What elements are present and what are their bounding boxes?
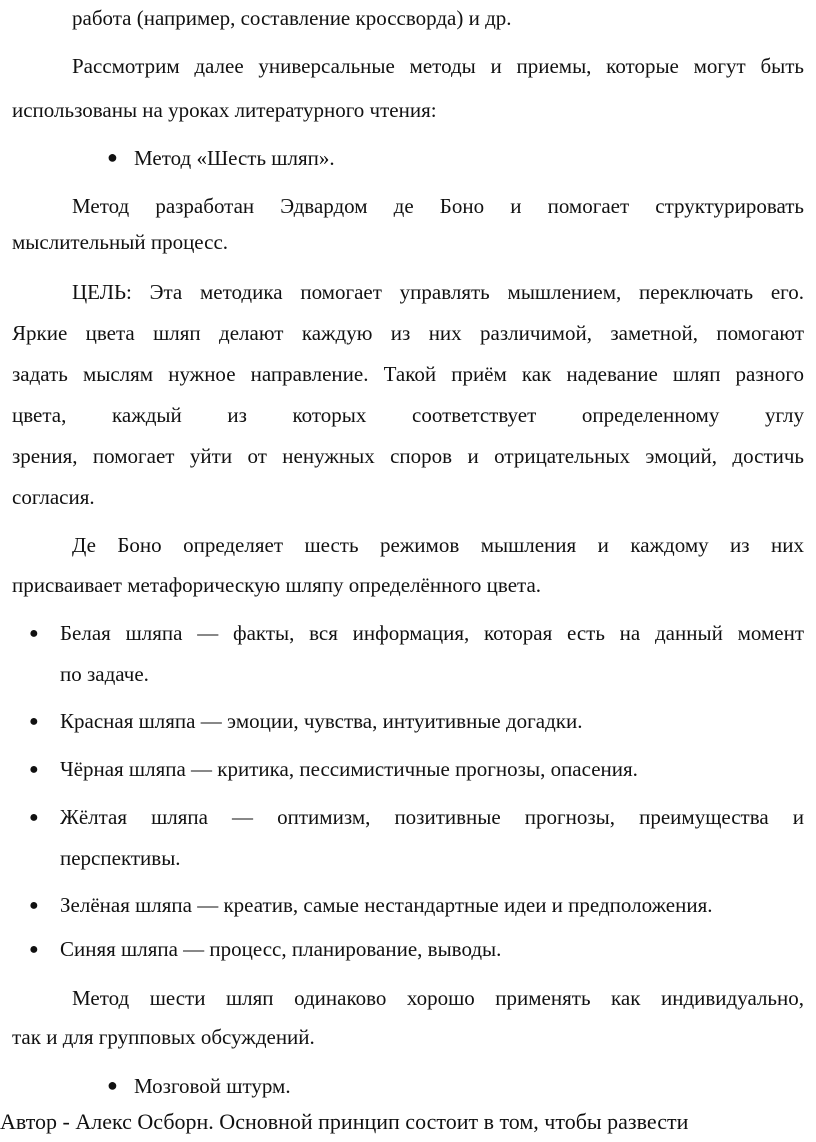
paragraph-line: мыслительный процесс. (12, 230, 229, 254)
paragraph-line: использованы на уроках литературного чтения: (12, 98, 437, 122)
paragraph-line: Автор - Алекс Осборн. Основной принцип состоит в том, чтобы развести (0, 1109, 689, 1134)
bullet-icon: ● (29, 897, 39, 914)
paragraph-line: Яркие цвета шляп делают каждую из них различимой, заметной, помогают (12, 321, 804, 345)
hat-item-yellow-cont: перспективы. (60, 846, 181, 870)
paragraph-line: Де Боно определяет шесть режимов мышления и каждому из них (72, 533, 804, 557)
method-title: Мозговой штурм. (134, 1074, 291, 1098)
bullet-icon: ● (29, 625, 39, 642)
hat-item-blue: Синяя шляпа — процесс, планирование, выводы. (60, 937, 502, 961)
paragraph-line: Метод разработан Эдвардом де Боно и помогает структурировать (72, 194, 804, 218)
hat-item-white-cont: по задаче. (60, 662, 149, 686)
method-title: Метод «Шесть шляп». (134, 146, 335, 170)
paragraph-line: Метод шести шляп одинаково хорошо применять как индивидуально, (72, 986, 804, 1010)
paragraph-line: работа (например, составление кроссворда) и др. (72, 6, 512, 30)
paragraph-line: задать мыслям нужное направление. Такой приём как надевание шляп разного (12, 362, 804, 386)
hat-item-black: Чёрная шляпа — критика, пессимистичные прогнозы, опасения. (60, 757, 638, 781)
paragraph-line: ЦЕЛЬ: Эта методика помогает управлять мышлением, переключать его. (72, 280, 804, 304)
paragraph-line: цвета, каждый из которых соответствует определенному углу (12, 403, 804, 427)
hat-item-red: Красная шляпа — эмоции, чувства, интуитивные догадки. (60, 709, 583, 733)
paragraph-line: так и для групповых обсуждений. (12, 1025, 315, 1049)
bullet-icon: ● (29, 941, 39, 958)
paragraph-line: Рассмотрим далее универсальные методы и приемы, которые могут быть (72, 54, 804, 78)
bullet-icon: ● (29, 809, 39, 826)
hat-item-white: Белая шляпа — факты, вся информация, которая есть на данный момент (60, 621, 804, 645)
bullet-icon: ● (29, 761, 39, 778)
hat-item-green: Зелёная шляпа — креатив, самые нестандартные идеи и предположения. (60, 893, 713, 917)
hat-item-yellow: Жёлтая шляпа — оптимизм, позитивные прогнозы, преимущества и (60, 805, 804, 829)
paragraph-line: присваивает метафорическую шляпу определённого цвета. (12, 573, 542, 597)
bullet-icon: ● (107, 1075, 118, 1095)
paragraph-line: зрения, помогает уйти от ненужных споров и отрицательных эмоций, достичь (12, 444, 804, 468)
bullet-icon: ● (107, 147, 118, 167)
bullet-icon: ● (29, 713, 39, 730)
paragraph-line: согласия. (12, 485, 95, 509)
